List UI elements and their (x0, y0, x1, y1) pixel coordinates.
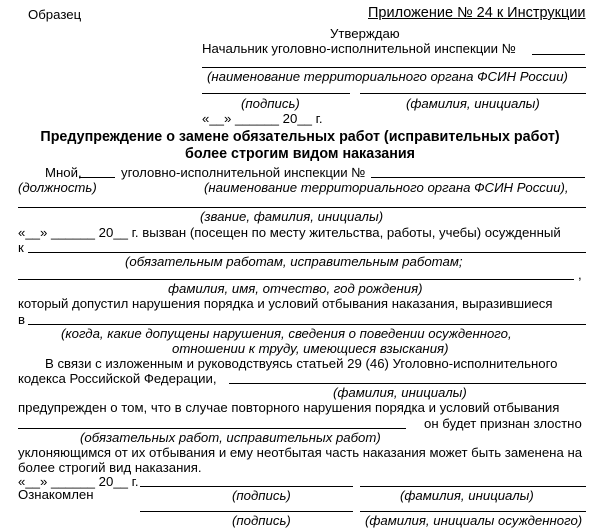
violations-caption-line2: отношении к труду, имеющиеся взыскания) (172, 341, 449, 356)
convict-signature-caption: (подпись) (232, 513, 291, 528)
fio-birth-comma: , (578, 267, 582, 282)
convict-fio-caption: (фамилия, инициалы) (333, 385, 467, 400)
head-signature-line (202, 93, 350, 94)
territorial-body-line (202, 67, 586, 68)
body-inspection-number-line (371, 177, 585, 178)
pursuant-text-line2: кодекса Российской Федерации, (18, 371, 217, 386)
convict-fio-sign-line (360, 511, 586, 512)
malicious-text: он будет признан злостно (424, 416, 582, 431)
acquaint-top-line-right (360, 486, 586, 487)
works-line (28, 252, 586, 253)
head-fio-line (360, 93, 586, 94)
appendix-label: Приложение № 24 к Инструкции (368, 5, 586, 21)
warned-text: предупрежден о том, что в случае повторного нарушения порядка и условий отбывания (18, 400, 560, 415)
to-label: к (18, 240, 24, 255)
acquainted-label: Ознакомлен (18, 487, 94, 502)
position-line (79, 177, 115, 178)
evading-text-line1: уклоняющимся от их отбывания и ему неотбытая часть наказания может быть заменена на (18, 445, 583, 460)
acquaint-fio-caption: (фамилия, инициалы) (400, 488, 534, 503)
approve-label: Утверждаю (330, 26, 400, 41)
rank-line (18, 207, 586, 208)
rank-caption: (звание, фамилия, инициалы) (200, 209, 384, 224)
works-caption: (обязательным работам, исправительным работам; (125, 254, 463, 269)
fio-birth-caption: фамилия, имя, отчество, год рождения) (168, 281, 423, 296)
pursuant-text-line1: В связи с изложенным и руководствуясь статьей 29 (46) Уголовно-исполнительного (45, 356, 558, 371)
violations-caption-line1: (когда, какие допущены нарушения, сведения о поведении осужденного, (61, 326, 512, 341)
head-signature-caption: (подпись) (241, 96, 300, 111)
works-type-caption: (обязательных работ, исправительных работ) (80, 430, 381, 445)
sample-label: Образец (28, 7, 82, 22)
body-territorial-caption: (наименование территориального органа ФСИН России), (204, 180, 569, 195)
violated-text: который допустил нарушения порядка и условий отбывания наказания, выразившиеся (18, 296, 553, 311)
document-title-line2: более строгим видом наказания (185, 146, 415, 162)
fio-birth-line (18, 279, 574, 280)
inspection-head-label: Начальник уголовно-исполнительной инспекции № (202, 41, 516, 56)
territorial-body-caption: (наименование территориального органа ФСИН России) (207, 69, 568, 84)
evading-text-line2: более строгий вид наказания. (18, 460, 202, 475)
position-caption: (должность) (18, 180, 97, 195)
convict-fio-sign-caption: (фамилия, инициалы осужденного) (365, 513, 583, 528)
approval-date: «__» ______ 20__ г. (202, 111, 323, 126)
violations-line (28, 324, 586, 325)
inspection-label: уголовно-исполнительной инспекции № (121, 165, 366, 180)
acquaint-signature-caption: (подпись) (232, 488, 291, 503)
me-label: Мной, (45, 165, 82, 180)
acquaint-top-line-left (140, 486, 353, 487)
acquaint-date: «__» ______ 20__ г. (18, 474, 139, 489)
convict-fio-line (229, 383, 586, 384)
convict-signature-line (140, 511, 353, 512)
inspection-number-line (532, 54, 585, 55)
in-label: в (18, 312, 26, 327)
document-title-line1: Предупреждение о замене обязательных работ (исправительных работ) (40, 129, 560, 145)
head-fio-caption: (фамилия, инициалы) (406, 96, 540, 111)
works-type-line (18, 428, 406, 429)
summoned-text: «__» ______ 20__ г. вызван (посещен по месту жительства, работы, учебы) осужденный (18, 225, 561, 240)
